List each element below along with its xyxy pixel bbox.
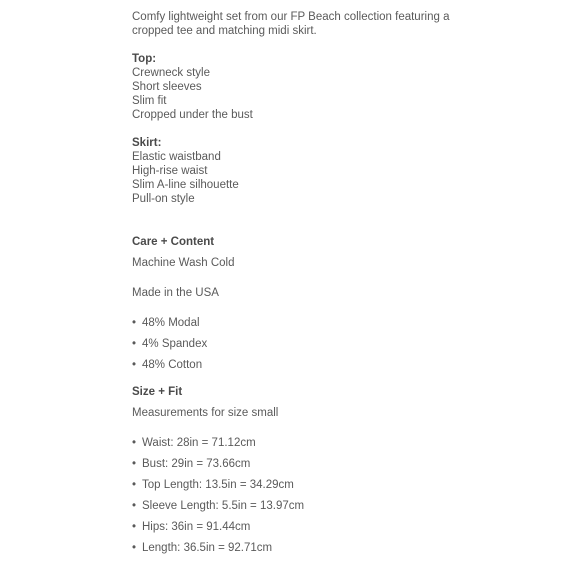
intro-text: Comfy lightweight set from our FP Beach collection featuring a cropped tee and matching midi skirt. (132, 11, 450, 37)
bullet-icon: • (132, 338, 137, 350)
size-title: Size + Fit (132, 386, 183, 398)
bullet-icon: • (132, 359, 137, 371)
measurement-text: Bust: 29in = 73.66cm (142, 458, 251, 470)
list-item (132, 436, 580, 450)
care-content-section (132, 235, 580, 372)
skirt-item: Slim A-line silhouette (132, 179, 239, 191)
material-text: 48% Cotton (142, 359, 203, 371)
list-item (132, 457, 580, 471)
measurement-text: Top Length: 13.5in = 34.29cm (142, 479, 294, 491)
size-fit-section (132, 385, 580, 555)
origin-text: Made in the USA (132, 287, 219, 299)
materials-list (132, 316, 580, 372)
skirt-title: Skirt: (132, 137, 162, 149)
bullet-icon: • (132, 500, 137, 512)
bullet-icon: • (132, 521, 137, 533)
top-title: Top: (132, 53, 157, 65)
bullet-icon: • (132, 479, 137, 491)
top-item: Slim fit (132, 95, 167, 107)
top-item: Crewneck style (132, 67, 210, 79)
bullet-icon: • (132, 542, 137, 554)
measurement-text: Hips: 36in = 91.44cm (142, 521, 251, 533)
list-item (132, 520, 580, 534)
bullet-icon: • (132, 317, 137, 329)
skirt-item: Elastic waistband (132, 151, 221, 163)
material-text: 4% Spandex (142, 338, 208, 350)
list-item (132, 316, 580, 330)
wash-instructions: Machine Wash Cold (132, 257, 235, 269)
list-item (132, 478, 580, 492)
care-title: Care + Content (132, 236, 215, 248)
top-item: Cropped under the bust (132, 109, 253, 121)
size-note: Measurements for size small (132, 407, 279, 419)
list-item (132, 541, 580, 555)
top-details (132, 52, 580, 122)
skirt-details (132, 136, 580, 206)
list-item (132, 499, 580, 513)
measurements-list (132, 436, 580, 555)
list-item (132, 337, 580, 351)
skirt-item: Pull-on style (132, 193, 195, 205)
measurement-text: Sleeve Length: 5.5in = 13.97cm (142, 500, 305, 512)
skirt-item: High-rise waist (132, 165, 208, 177)
measurement-text: Length: 36.5in = 92.71cm (142, 542, 273, 554)
material-text: 48% Modal (142, 317, 200, 329)
bullet-icon: • (132, 458, 137, 470)
top-item: Short sleeves (132, 81, 202, 93)
list-item (132, 358, 580, 372)
bullet-icon: • (132, 437, 137, 449)
measurement-text: Waist: 28in = 71.12cm (142, 437, 256, 449)
